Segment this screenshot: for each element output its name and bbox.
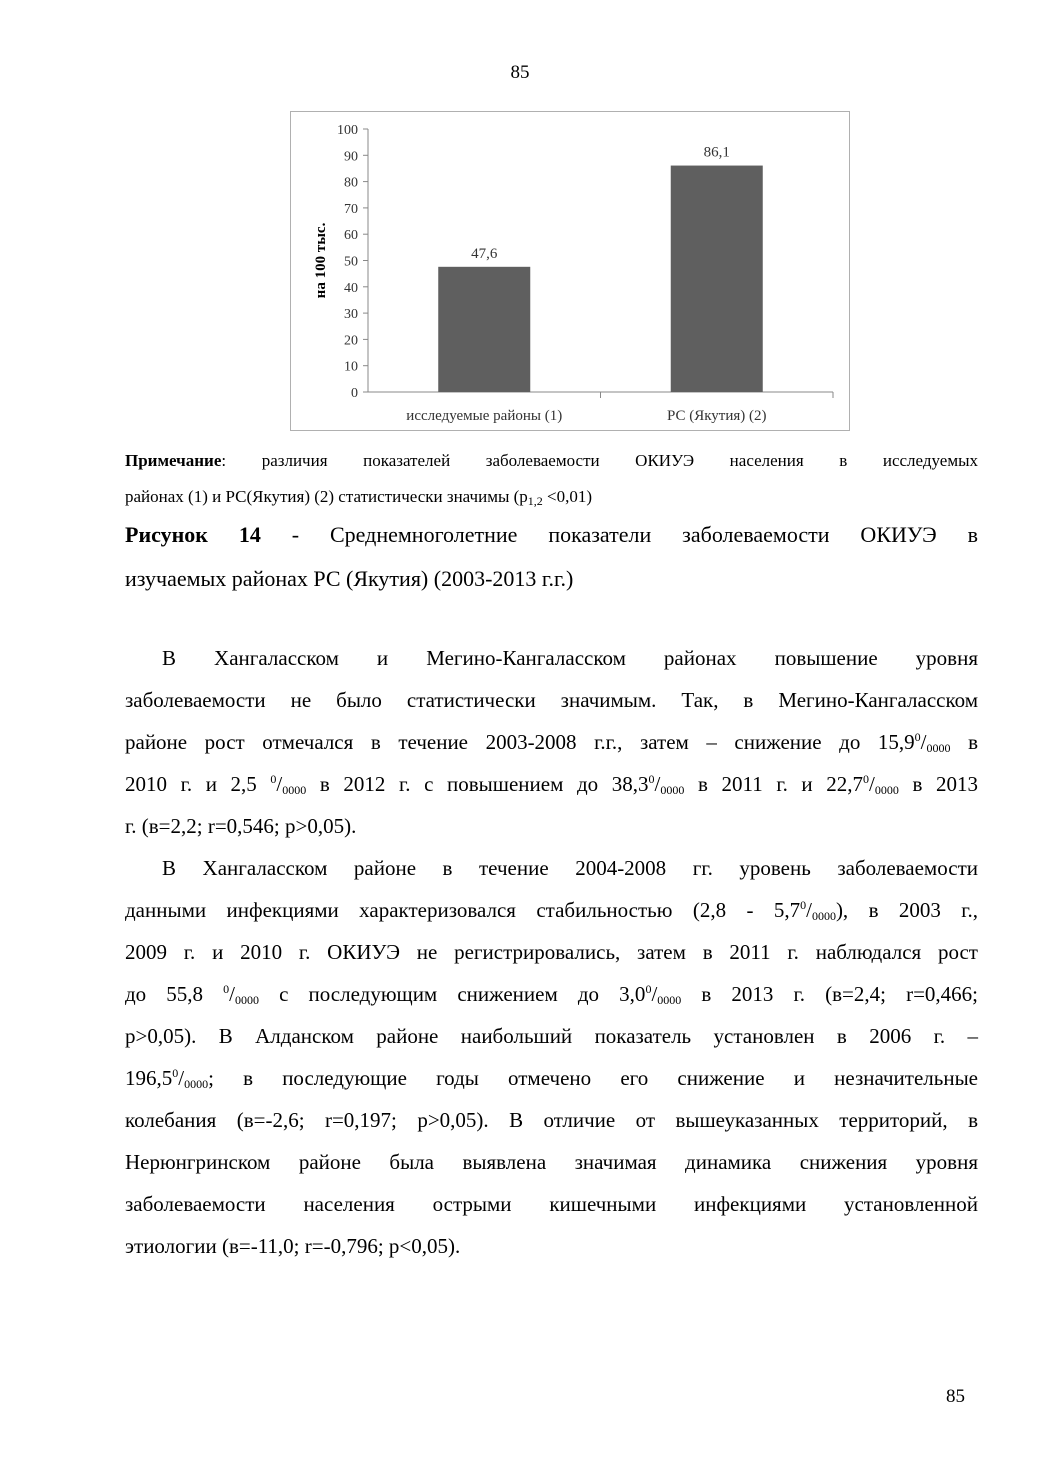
- bar: [438, 267, 530, 392]
- note-text-1: : различия показателей заболеваемости ОКИУЭ населения в исследуемых: [221, 451, 978, 470]
- paragraph-2-line-1: В Хангаласском районе в течение 2004-2008 гг. уровень заболеваемости: [162, 856, 978, 880]
- paragraph-2-line-10: этиологии (в=-11,0; r=-0,796; p<0,05).: [125, 1234, 461, 1258]
- per-mille-sub: 0000: [874, 783, 899, 797]
- per-mille-sub: 0000: [184, 1077, 209, 1091]
- per-mille-sup: 0: [914, 730, 921, 744]
- per-mille-sub: 0000: [657, 993, 682, 1007]
- text-fragment: с последующим снижением до 3,0: [259, 982, 646, 1006]
- paragraph-1-line-5: г. (в=2,2; r=0,546; p>0,05).: [125, 814, 357, 838]
- page-number-top: 85: [510, 62, 530, 83]
- y-tick-label: 10: [344, 359, 358, 375]
- per-mille-sup: 0: [645, 982, 652, 996]
- per-mille-sub: 0000: [811, 909, 836, 923]
- paragraph-1-line-3: [125, 730, 978, 755]
- figure-caption-line-2: изучаемых районах РС (Якутия) (2003-2013 г.г.): [125, 566, 574, 591]
- per-mille-sup: 0: [800, 898, 807, 912]
- paragraph-2-line-9: заболеваемости населения острыми кишечными инфекциями установленной: [125, 1192, 978, 1216]
- per-mille-slash: /: [869, 772, 875, 796]
- text-fragment: ; в последующие годы отмечено его снижение и незначительные: [208, 1066, 978, 1090]
- text-fragment: 2010 г. и 2,5: [125, 772, 271, 796]
- x-category-label: исследуемые районы (1): [406, 408, 563, 424]
- per-mille-sup: 0: [223, 982, 230, 996]
- paragraph-1-line-2: заболеваемости не было статистически значимым. Так, в Мегино-Кангаласском: [125, 688, 978, 712]
- text-fragment: в 2012 г. с повышением до 38,3: [306, 772, 649, 796]
- x-category-label: РС (Якутия) (2): [666, 408, 767, 424]
- page-number-bottom: 85: [946, 1386, 965, 1407]
- text-fragment: 196,5: [125, 1066, 173, 1090]
- bar: [671, 166, 763, 392]
- per-mille-sub: 0000: [660, 783, 685, 797]
- y-tick-label: 50: [344, 254, 358, 270]
- text-fragment: ), в 2003 г.,: [835, 898, 979, 922]
- per-mille-slash: /: [276, 772, 283, 796]
- y-axis-label: на 100 тыс.: [313, 222, 329, 299]
- note-text-2: районах (1) и РС(Якутия) (2) статистически значимы (р: [125, 487, 528, 506]
- y-tick-label: 60: [344, 228, 358, 244]
- text-fragment: до 55,8: [125, 982, 224, 1006]
- note-subscript: 1,2: [527, 494, 543, 508]
- caption-label: Рисунок 14: [125, 522, 261, 547]
- paragraph-2-line-7: колебания (в=-2,6; r=0,197; p>0,05). В отличие от вышеуказанных территорий, в: [125, 1108, 978, 1132]
- figure-caption-line-1: [125, 515, 978, 555]
- paragraph-1-line-1: В Хангаласском и Мегино-Кангаласском районах повышение уровня: [162, 646, 978, 670]
- note-text-3: <0,01): [542, 487, 593, 506]
- bar-value-label: 86,1: [703, 144, 730, 161]
- figure-note-line-2: [125, 482, 978, 512]
- y-tick-label: 90: [344, 149, 358, 165]
- caption-text-1: - Среднемноголетние показатели заболеваемости ОКИУЭ в: [260, 522, 978, 547]
- text-fragment: в 2011 г. и 22,7: [684, 772, 864, 796]
- per-mille-sup: 0: [863, 772, 870, 786]
- y-tick-label: 80: [344, 175, 358, 191]
- per-mille-slash: /: [806, 898, 812, 922]
- y-tick-label: 20: [344, 333, 358, 349]
- text-fragment: в 2013 г. (в=2,4; r=0,466;: [681, 982, 979, 1006]
- per-mille-slash: /: [920, 730, 927, 754]
- text-fragment: в: [950, 730, 979, 754]
- text-fragment: данными инфекциями характеризовался стабильностью (2,8 - 5,7: [125, 898, 801, 922]
- y-tick-label: 0: [351, 386, 358, 401]
- figure-note-line-1: [125, 446, 978, 476]
- per-mille-sub: 0000: [235, 993, 259, 1007]
- y-tick-label: 30: [344, 307, 358, 323]
- paragraph-2-line-2: [125, 898, 978, 923]
- paragraph-2-line-4: [125, 982, 978, 1007]
- per-mille-slash: /: [651, 982, 658, 1006]
- y-tick-label: 100: [337, 123, 358, 138]
- note-label: Примечание: [125, 451, 222, 470]
- per-mille-sup: 0: [270, 772, 277, 786]
- text-fragment: в 2013: [898, 772, 979, 796]
- bar-chart: [290, 111, 850, 431]
- text-fragment: районе рост отмечался в течение 2003-2008 г.г., затем – снижение до 15,9: [125, 730, 915, 754]
- per-mille-sub: 0000: [282, 783, 307, 797]
- per-mille-slash: /: [654, 772, 661, 796]
- paragraph-2-line-8: Нерюнгринском районе была выявлена значимая динамика снижения уровня: [125, 1150, 978, 1174]
- paragraph-2-line-3: 2009 г. и 2010 г. ОКИУЭ не регистрировались, затем в 2011 г. наблюдался рост: [125, 940, 978, 964]
- y-tick-label: 70: [344, 201, 358, 217]
- paragraph-1-line-4: [125, 772, 978, 797]
- per-mille-slash: /: [178, 1066, 185, 1090]
- per-mille-sup: 0: [172, 1066, 179, 1080]
- bar-value-label: 47,6: [471, 245, 498, 262]
- paragraph-2-line-5: p>0,05). В Алданском районе наибольший показатель установлен в 2006 г. –: [125, 1024, 978, 1048]
- y-tick-label: 40: [344, 280, 358, 296]
- chart-canvas: [291, 112, 851, 432]
- paragraph-2-line-6: [125, 1066, 978, 1091]
- per-mille-slash: /: [229, 982, 235, 1006]
- per-mille-sub: 0000: [926, 741, 951, 755]
- per-mille-sup: 0: [648, 772, 655, 786]
